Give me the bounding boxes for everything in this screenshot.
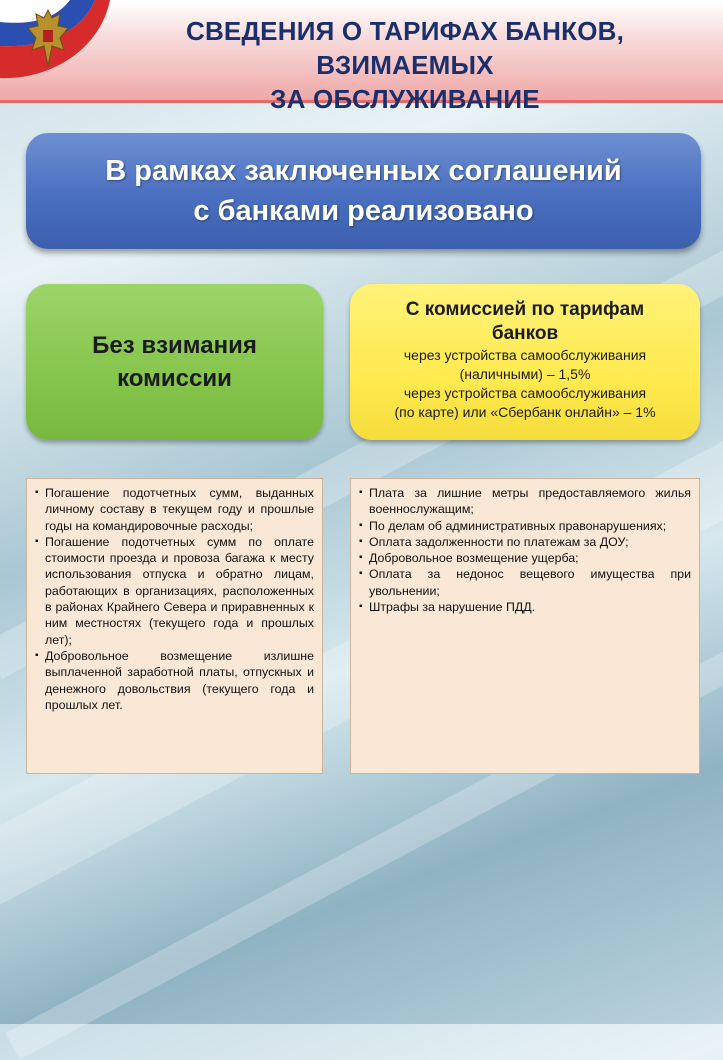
with-commission-title-line-1: С комиссией по тарифам (405, 299, 645, 320)
with-commission-list (350, 478, 700, 774)
list-item: ▪ Штрафы за нарушение ПДД. (359, 599, 691, 615)
banner-line-1: В рамках заключенных соглашений (105, 155, 622, 187)
double-headed-eagle-icon (24, 6, 72, 78)
header (0, 0, 723, 114)
title-line-1: СВЕДЕНИЯ О ТАРИФАХ БАНКОВ, ВЗИМАЕМЫХ (185, 16, 625, 80)
agreements-banner (26, 133, 701, 249)
commission-detail: через устройства самообслуживания (403, 347, 647, 363)
list-item: ▪ Погашение подотчетных сумм по оплате стоимости проезда и провоза багажа к месту использования отпуска и обратно лицам, работающих в организациях, расположенных в районах Крайнего Севера и приравненных к ним местностях (текущего года и прошлых лет); (35, 534, 314, 648)
no-commission-box (26, 284, 323, 440)
list-item: ▪ Добровольное возмещение ущерба; (359, 550, 691, 566)
list-item: ▪ По делам об административных правонарушениях; (359, 518, 691, 534)
with-commission-title (350, 298, 700, 346)
no-commission-line-1: Без взимания (92, 332, 257, 359)
commission-detail: (по карте) или «Сбербанк онлайн» – 1% (394, 404, 656, 420)
list-item: ▪ Плата за лишние метры предоставляемого жилья военнослужащим; (359, 485, 691, 518)
with-commission-title-line-2: банков (491, 323, 559, 344)
no-commission-list (26, 478, 323, 774)
list-item: ▪ Добровольное возмещение излишне выплаченной заработной платы, отпускных и денежного довольствия (текущего года и прошлых лет. (35, 648, 314, 713)
list-item: ▪ Погашение подотчетных сумм, выданных личному составу в текущем году и прошлые годы на командировочные расходы; (35, 485, 314, 534)
list-item: ▪ Оплата задолженности по платежам за ДОУ; (359, 534, 691, 550)
no-commission-line-2: комиссии (117, 365, 232, 392)
banner-line-2: с банками реализовано (193, 195, 534, 227)
page-title (105, 14, 705, 116)
list-item: ▪ Оплата за недонос вещевого имущества при увольнении; (359, 566, 691, 599)
with-commission-box (350, 284, 700, 440)
title-line-2: ЗА ОБСЛУЖИВАНИЕ (270, 84, 540, 114)
commission-detail: через устройства самообслуживания (403, 385, 647, 401)
commission-detail: (наличными) – 1,5% (459, 366, 591, 382)
